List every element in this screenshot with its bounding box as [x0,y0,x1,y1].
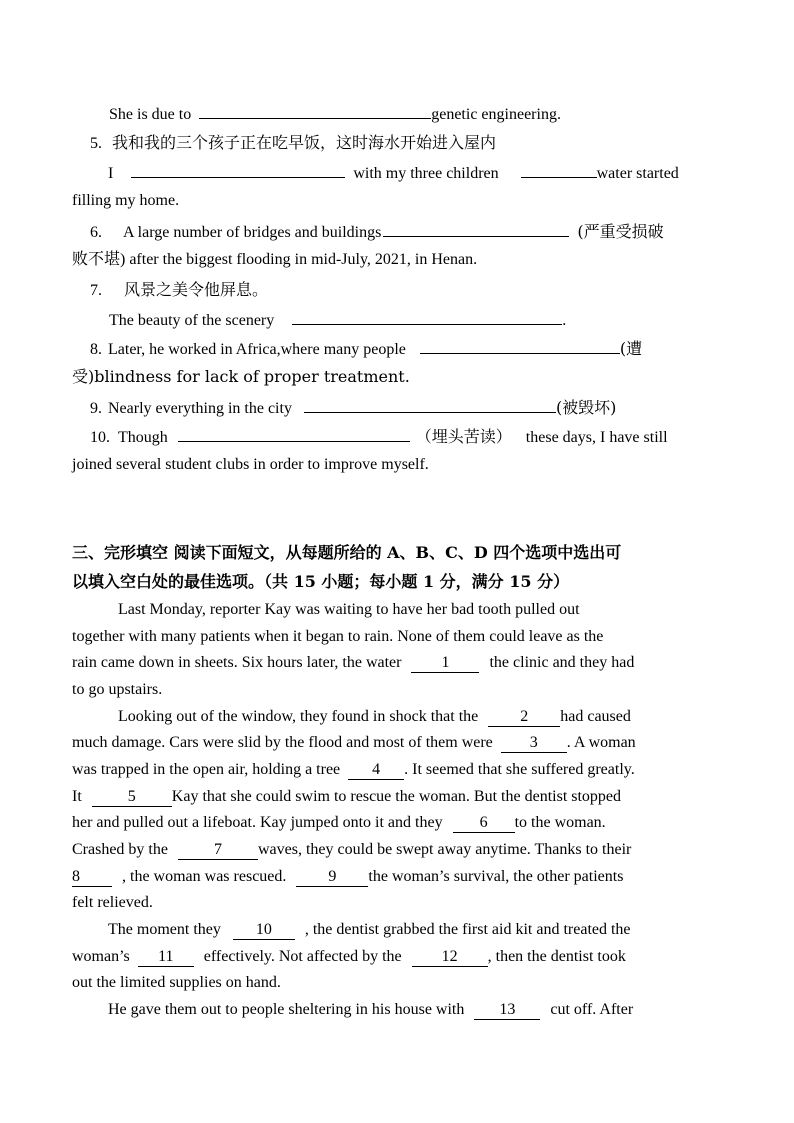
p2-line-5 [72,813,606,833]
p2-line-3 [72,760,635,780]
q4-answer-blank[interactable] [199,103,431,119]
section-3-heading-line-1: 三、完形填空 阅读下面短文，从每题所给的 A、B、C、D 四个选项中选出可 [72,543,622,562]
q7-number: 7. [90,282,102,299]
q7-text-a: The beauty of the scenery [109,312,275,329]
q10-text-b: （埋头苦读） [415,427,512,446]
q5-answer-line [108,162,679,184]
q5-prompt-line [90,133,496,154]
q8-text-a: Later, he worked in Africa,where many people [108,341,406,358]
p2-line-5-text-a: her and pulled out a lifeboat. Kay jumped onto it and they [72,814,443,831]
p3-line-2-text-a: woman’s [72,948,130,965]
q4-text-a: She is due to [109,106,196,123]
p2-line-2-text-a: much damage. Cars were slid by the flood and most of them were [72,734,493,751]
q8-line-1 [90,338,642,360]
p2-line-6-text-b: waves, they could be swept away anytime. Thanks to their [257,841,632,858]
p3-line-2-text-b: effectively. Not affected by the [203,948,402,965]
q5-continue-line [72,191,179,211]
p2-line-2-text-b: . A woman [566,734,636,751]
p1-line-1: Last Monday, reporter Kay was waiting to have her bad tooth pulled out [118,601,580,618]
q5-text-c: water started [596,165,679,182]
q4-line [109,103,561,125]
q6-line-1 [90,221,664,243]
p2-line-7-text-c: the woman’s survival, the other patients [368,868,624,885]
p3-line-1-text-a: The moment they [108,921,221,938]
q5-answer-blank-1[interactable] [131,162,345,178]
q9-line [90,397,616,419]
q6-answer-blank[interactable] [383,221,569,237]
cloze-blank-3[interactable]: 3 [501,734,567,753]
q8-answer-blank[interactable] [420,338,620,354]
p2-line-2 [72,733,636,753]
cloze-blank-10[interactable]: 10 [233,921,295,940]
q8-line-2 [72,367,410,388]
q7-text-b: . [562,312,567,329]
p2-line-6 [72,840,631,860]
p1-line-3 [72,653,634,673]
cloze-blank-9[interactable]: 9 [296,868,368,887]
p2-line-4-text-a: It [72,788,82,805]
p2-line-7 [72,867,623,887]
q6-text-c: 败不堪) after the biggest flooding in mid-July, 2021, in Henan. [72,251,478,268]
q10-text-c: these days, I have still [525,429,668,446]
p2-line-7-text-b: , the woman was rescued. [122,868,287,885]
p4-line-1 [108,1000,633,1020]
p3-line-1 [108,920,631,940]
q10-text-d: joined several student clubs in order to improve myself. [72,456,429,473]
p3-line-2-text-c: , then the dentist took [487,948,626,965]
section-3-heading-line-2: 以填入空白处的最佳选项。（共 15 小题；每小题 1 分，满分 15 分） [72,572,570,591]
p4-line-1-text-b: cut off. After [550,1001,634,1018]
q5-text-a: I [108,165,114,182]
q8-text-c: 受)blindness for lack of proper treatment. [72,367,410,386]
q5-answer-blank-2[interactable] [521,162,597,178]
p1-line-3-text-a: rain came down in sheets. Six hours later, the water [72,654,402,671]
q7-answer-blank[interactable] [292,309,562,325]
cloze-blank-12[interactable]: 12 [412,948,488,967]
cloze-blank-13[interactable]: 13 [474,1001,540,1020]
q9-answer-blank[interactable] [304,397,556,413]
q10-answer-blank[interactable] [178,426,410,442]
cloze-blank-8[interactable]: 8 [72,868,112,887]
p2-line-8: felt relieved. [72,894,153,911]
p2-line-4-text-b: Kay that she could swim to rescue the woman. But the dentist stopped [171,788,622,805]
p2-line-6-text-a: Crashed by the [72,841,168,858]
q7-prompt-line [90,280,268,301]
p2-line-3-text-a: was trapped in the open air, holding a tree [72,761,341,778]
q5-text-b: with my three children [353,165,499,182]
p2-line-1-text-a: Looking out of the window, they found in shock that the [118,708,479,725]
q5-text-d: filling my home. [72,192,180,209]
p1-line-2: together with many patients when it began to rain. None of them could leave as the [72,628,604,645]
cloze-blank-1[interactable]: 1 [411,654,479,673]
q10-line-1 [90,426,668,448]
cloze-blank-4[interactable]: 4 [348,761,404,780]
p4-line-1-text-a: He gave them out to people sheltering in his house with [108,1001,465,1018]
q7-answer-line [109,309,566,331]
q10-number: 10. [90,429,110,446]
q5-chinese-prompt: 我和我的三个孩子正在吃早饭，这时海水开始进入屋内 [112,133,497,152]
q10-line-2 [72,455,429,475]
p3-line-2 [72,947,626,967]
q8-number: 8. [90,341,102,358]
q9-text-b: (被毁坏) [555,398,617,417]
p2-line-5-text-b: to the woman. [514,814,606,831]
p3-line-1-text-b: , the dentist grabbed the first aid kit and treated the [304,921,631,938]
cloze-blank-2[interactable]: 2 [488,708,560,727]
q7-chinese-prompt: 风景之美令他屏息。 [124,280,269,299]
p3-line-3: out the limited supplies on hand. [72,974,281,991]
cloze-blank-11[interactable]: 11 [138,948,194,967]
q5-number: 5. [90,135,102,152]
p2-line-3-text-b: . It seemed that she suffered greatly. [404,761,635,778]
p1-line-3-text-b: the clinic and they had [489,654,635,671]
q6-text-b: (严重受损破 [577,222,664,241]
cloze-blank-5[interactable]: 5 [92,788,172,807]
p2-line-1-text-b: had caused [560,708,631,725]
q8-text-b: (遭 [619,339,643,358]
q6-text-a: A large number of bridges and buildings [123,224,382,241]
cloze-blank-6[interactable]: 6 [453,814,515,833]
q9-text-a: Nearly everything in the city [108,400,292,417]
cloze-blank-7[interactable]: 7 [178,841,258,860]
p1-line-4: to go upstairs. [72,681,163,698]
q10-text-a: Though [118,429,168,446]
q9-number: 9. [90,400,102,417]
q6-line-2 [72,250,477,270]
q6-number: 6. [90,224,102,241]
q4-text-b: genetic engineering. [431,106,561,123]
p2-line-4 [72,787,621,807]
p2-line-1 [118,707,631,727]
